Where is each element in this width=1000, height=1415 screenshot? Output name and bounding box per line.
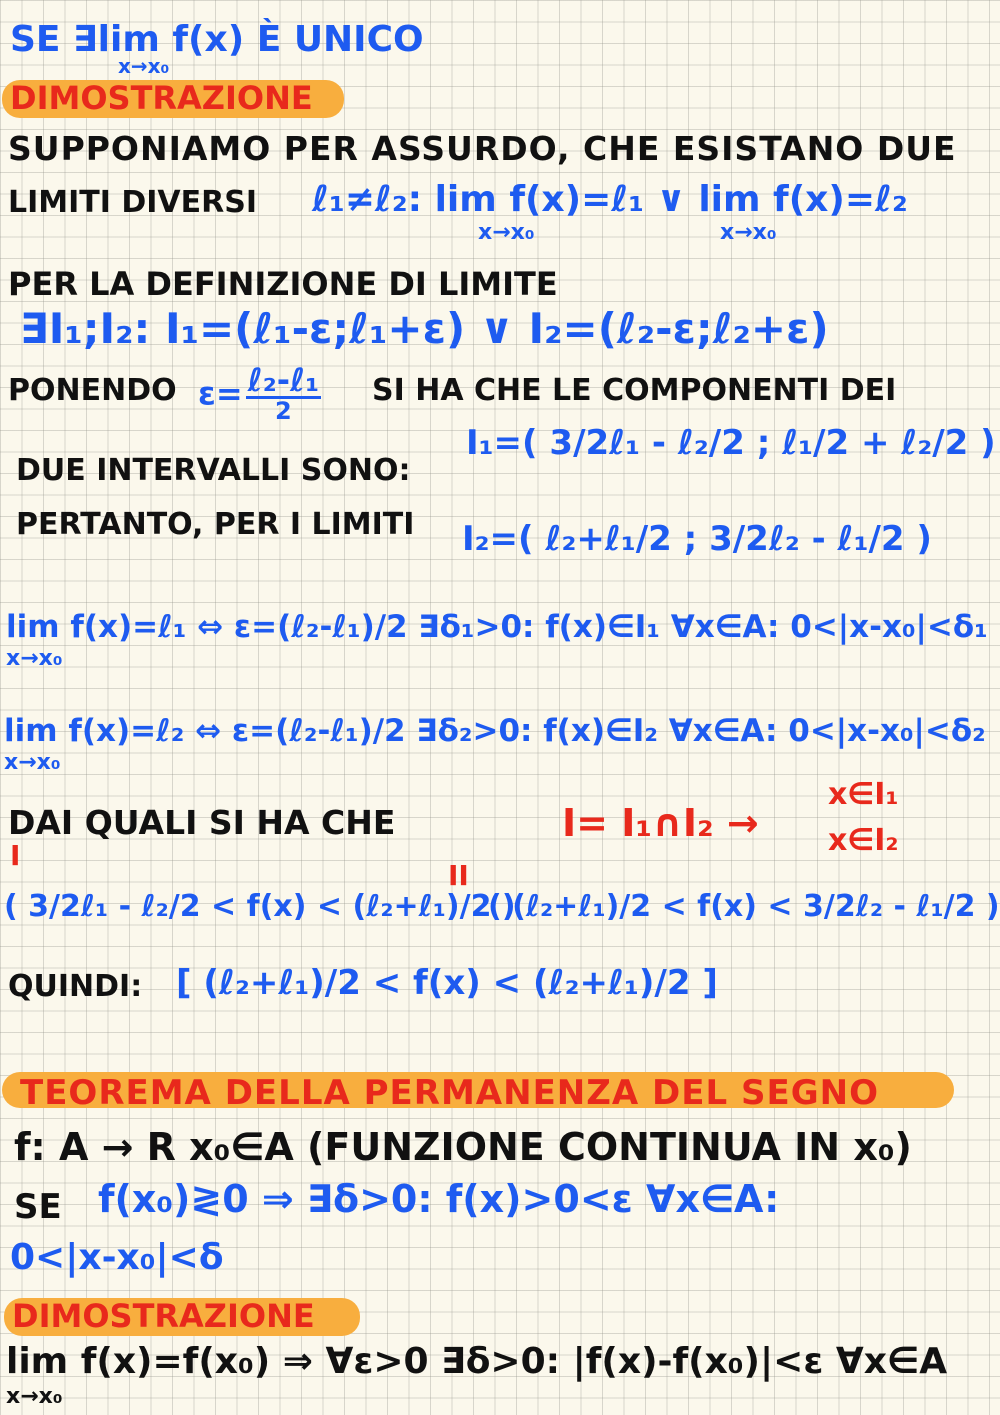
formula-limiti-sub2: x→x₀ [720, 220, 777, 245]
epsilon-den: 2 [275, 397, 292, 425]
formula-limiti-sub1: x→x₀ [478, 220, 535, 245]
formula-epsilon [198, 361, 324, 425]
line-se: SE [14, 1187, 62, 1227]
formula-intersezione: I= I₁∩I₂ → [562, 801, 759, 845]
title [10, 19, 424, 60]
formula-limiti: ℓ₁≠ℓ₂: lim f(x)=ℓ₁ ∨ lim f(x)=ℓ₂ [312, 179, 908, 220]
heading-teorema: TEOREMA DELLA PERMANENZA DEL SEGNO [20, 1073, 879, 1113]
epsilon-num: ℓ₂-ℓ₁ [247, 361, 320, 399]
formula-se: f(x₀)≷0 ⇒ ∃δ>0: f(x)>0<ε ∀x∈A: [98, 1177, 780, 1221]
line-per-definizione: PER LA DEFINIZIONE DI LIMITE [8, 265, 558, 303]
line-pertanto: PERTANTO, PER I LIMITI [16, 507, 415, 542]
line-ponendo-rest: SI HA CHE LE COMPONENTI DEI [372, 373, 897, 408]
intersezione-x2: x∈I₂ [828, 823, 899, 858]
line-ponendo: PONENDO [8, 373, 177, 408]
formula-lim2: lim f(x)=ℓ₂ ⇔ ε=(ℓ₂-ℓ₁)/2 ∃δ₂>0: f(x)∈I₂ ∀x∈A: 0<|x-x₀|<δ₂ [4, 713, 986, 749]
inequality-1: ( 3/2ℓ₁ - ℓ₂/2 < f(x) < (ℓ₂+ℓ₁)/2 ) [4, 889, 516, 924]
formula-i1: I₁=( 3/2ℓ₁ - ℓ₂/2 ; ℓ₁/2 + ℓ₂/2 ) [466, 423, 996, 463]
epsilon-fraction [246, 361, 322, 425]
line-supponiamo: SUPPONIAMO PER ASSURDO, CHE ESISTANO DUE [8, 129, 957, 168]
formula-lim1: lim f(x)=ℓ₁ ⇔ ε=(ℓ₂-ℓ₁)/2 ∃δ₁>0: f(x)∈I₁ ∀x∈A: 0<|x-x₀|<δ₁ [6, 609, 988, 645]
line-quindi: QUINDI: [8, 969, 143, 1004]
line-due-intervalli: DUE INTERVALLI SONO: [16, 453, 411, 488]
formula-lim2-sub: x→x₀ [4, 750, 61, 775]
heading-dimostrazione-1: DIMOSTRAZIONE [10, 79, 313, 117]
title-sub: x→x₀ [118, 54, 170, 78]
line-limiti-diversi: LIMITI DIVERSI [8, 185, 258, 220]
epsilon-lhs: ε= [198, 374, 243, 413]
title-text: SE ∃lim f(x) È UNICO [10, 19, 424, 60]
intersezione-x1: x∈I₁ [828, 777, 899, 812]
formula-final: lim f(x)=f(x₀) ⇒ ∀ε>0 ∃δ>0: |f(x)-f(x₀)|<ε ∀x∈A [6, 1341, 948, 1382]
formula-intervalli: ∃I₁;I₂: I₁=(ℓ₁-ε;ℓ₁+ε) ∨ I₂=(ℓ₂-ε;ℓ₂+ε) [20, 304, 829, 353]
formula-quindi: [ (ℓ₂+ℓ₁)/2 < f(x) < (ℓ₂+ℓ₁)/2 ] [176, 963, 718, 1003]
mark-i: I [10, 839, 21, 872]
formula-i2: I₂=( ℓ₂+ℓ₁/2 ; 3/2ℓ₂ - ℓ₁/2 ) [462, 519, 932, 559]
inequality-2: ( (ℓ₂+ℓ₁)/2 < f(x) < 3/2ℓ₂ - ℓ₁/2 ) [488, 889, 1000, 924]
line-dai-quali: DAI QUALI SI HA CHE [8, 803, 396, 842]
mark-ii: II [448, 859, 469, 892]
heading-dimostrazione-2: DIMOSTRAZIONE [12, 1297, 315, 1335]
formula-se-2: 0<|x-x₀|<δ [10, 1237, 224, 1278]
formula-lim1-sub: x→x₀ [6, 646, 63, 671]
formula-final-sub: x→x₀ [6, 1384, 63, 1409]
line-teorema-def: f: A → R x₀∈A (FUNZIONE CONTINUA IN x₀) [14, 1125, 912, 1169]
